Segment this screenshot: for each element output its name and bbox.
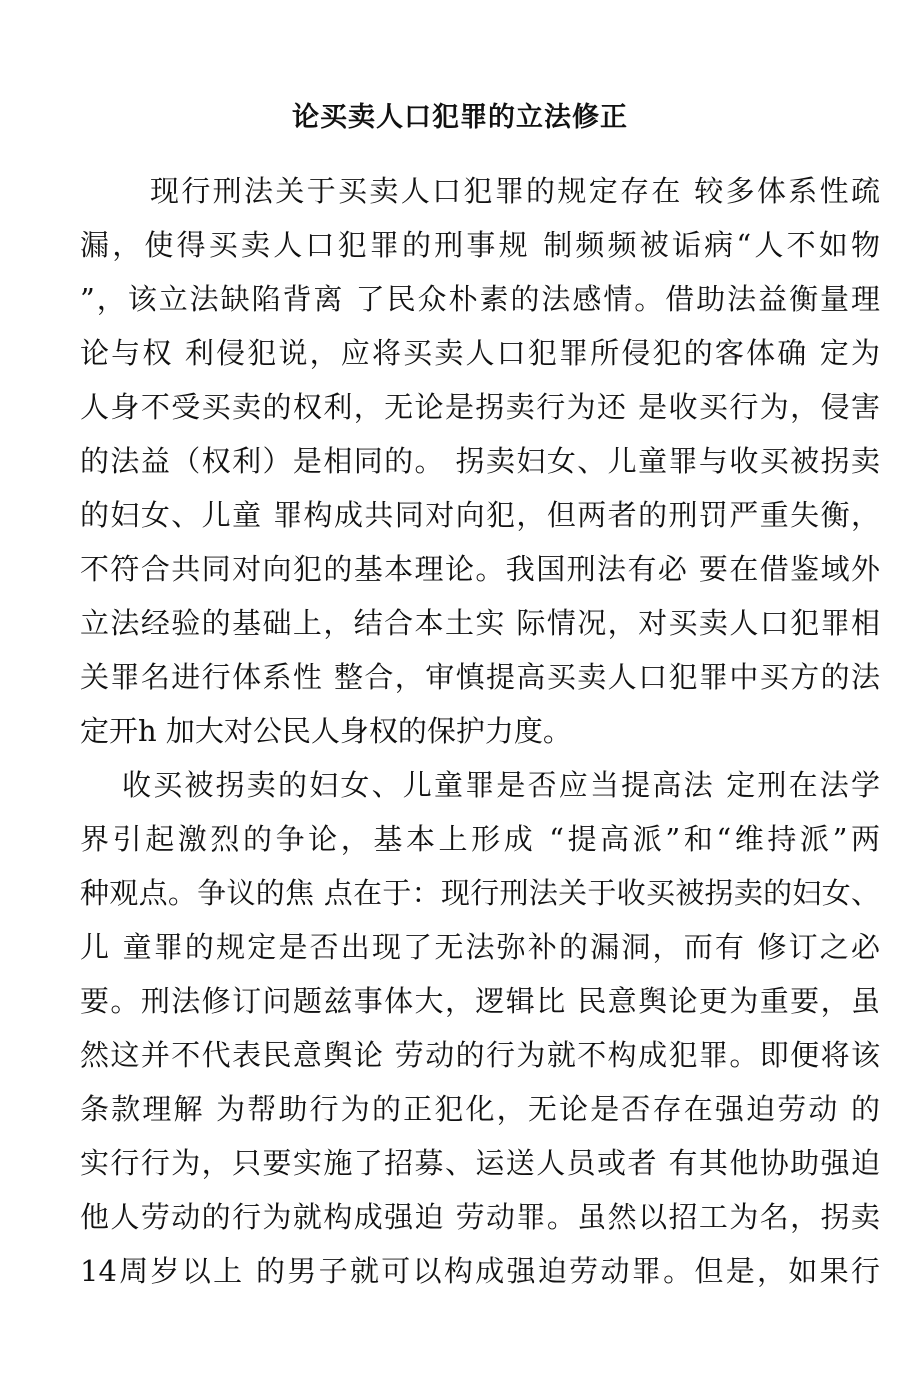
paragraph-1-line-4: 论与权 利侵犯说，应将买卖人口犯罪所侵犯的客体确 定为	[80, 336, 880, 370]
paragraph-2-line-7: 条款理解 为帮助行为的正犯化，无论是否存在强迫劳动 的	[80, 1092, 880, 1126]
paragraph-2-line-2: 界引起激烈的争论，基本上形成 “提高派”和“维持派”两	[80, 822, 880, 856]
paragraph-2-line-1: 收买被拐卖的妇女、儿童罪是否应当提高法 定刑在法学	[122, 768, 880, 802]
paragraph-1-line-1: 现行刑法关于买卖人口犯罪的规定存在 较多体系性疏	[150, 174, 880, 208]
paragraph-2-line-5: 要。刑法修订问题兹事体大，逻辑比 民意舆论更为重要，虽	[80, 984, 880, 1018]
paragraph-2-line-9: 他人劳动的行为就构成强迫 劳动罪。虽然以招工为名，拐卖	[80, 1200, 880, 1234]
paragraph-2-line-6: 然这并不代表民意舆论 劳动的行为就不构成犯罪。即便将该	[80, 1038, 880, 1072]
paragraph-1-line-10: 关罪名进行体系性 整合，审慎提高买卖人口犯罪中买方的法	[80, 660, 880, 694]
document-title: 论买卖人口犯罪的立法修正	[292, 102, 628, 133]
paragraph-2-line-3: 种观点。争议的焦 点在于：现行刑法关于收买被拐卖的妇女、	[80, 876, 880, 910]
paragraph-1-line-9: 立法经验的基础上，结合本土实 际情况，对买卖人口犯罪相	[80, 606, 880, 640]
paragraph-1-line-7: 的妇女、儿童 罪构成共同对向犯，但两者的刑罚严重失衡，	[80, 498, 880, 532]
paragraph-1-line-6: 的法益（权利）是相同的。 拐卖妇女、儿童罪与收买被拐卖	[80, 444, 880, 478]
paragraph-2-line-4: 儿 童罪的规定是否出现了无法弥补的漏洞，而有 修订之必	[80, 930, 880, 964]
paragraph-1-line-8: 不符合共同对向犯的基本理论。我国刑法有必 要在借鉴域外	[80, 552, 880, 586]
paragraph-1-line-5: 人身不受买卖的权利，无论是拐卖行为还 是收买行为，侵害	[80, 390, 880, 424]
paragraph-2-line-8: 实行行为，只要实施了招募、运送人员或者 有其他协助强迫	[80, 1146, 880, 1180]
paragraph-2-line-10: 14周岁以上 的男子就可以构成强迫劳动罪。但是，如果行	[80, 1254, 880, 1288]
paragraph-1-line-2: 漏，使得买卖人口犯罪的刑事规 制频频被诟病“人不如物	[80, 228, 880, 262]
paragraph-1-line-11: 定开h 加大对公民人身权的保护力度。	[80, 714, 572, 748]
paragraph-1-line-3: ”，该立法缺陷背离 了民众朴素的法感情。借助法益衡量理	[80, 282, 880, 316]
